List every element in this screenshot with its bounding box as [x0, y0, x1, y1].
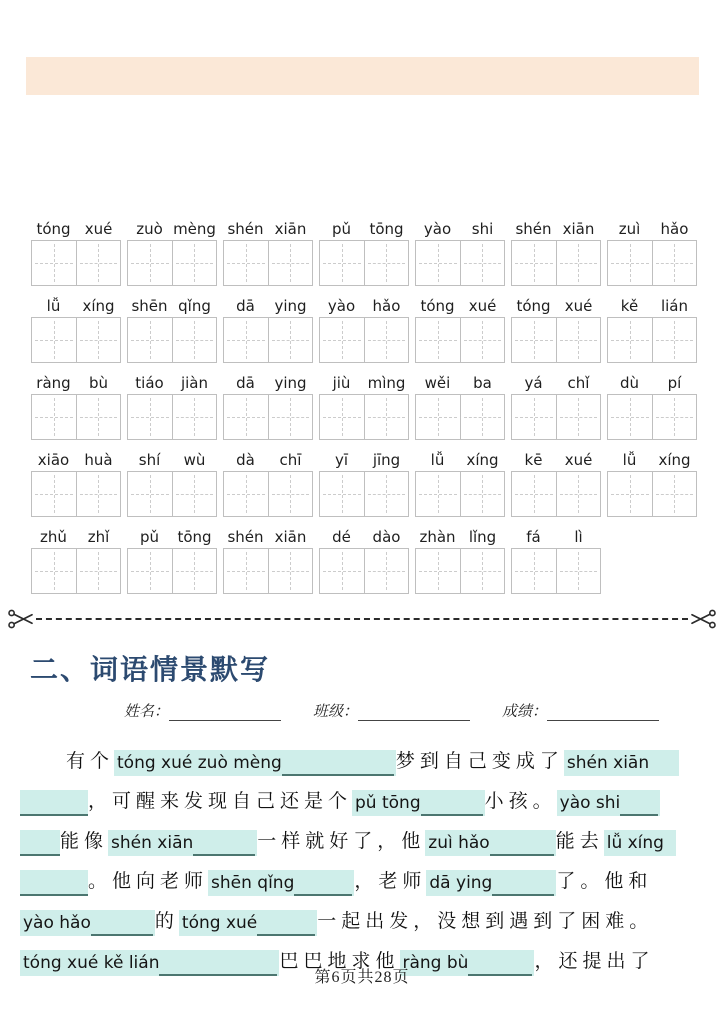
pinyin-syllable: dā	[236, 374, 255, 392]
writing-box-pair	[31, 394, 121, 440]
pinyin-syllable: tōng	[177, 528, 212, 546]
paragraph-line	[20, 736, 706, 776]
pinyin-word-label	[127, 528, 217, 546]
writing-box-pair	[319, 240, 409, 286]
writing-cell[interactable]	[268, 472, 313, 516]
writing-cell[interactable]	[512, 395, 556, 439]
writing-cell[interactable]	[416, 549, 460, 593]
pinyin-syllable: tóng	[420, 297, 455, 315]
chinese-text: 巴巴地求他	[279, 951, 400, 972]
writing-box-pair	[511, 471, 601, 517]
writing-box-row	[31, 240, 701, 286]
pinyin-syllable: fá	[526, 528, 541, 546]
chinese-text: ，老师	[354, 871, 427, 892]
writing-cell[interactable]	[128, 395, 172, 439]
writing-box-pair	[127, 394, 217, 440]
writing-cell[interactable]	[416, 472, 460, 516]
chinese-text: 的	[154, 911, 179, 932]
writing-cell[interactable]	[556, 549, 601, 593]
pinyin-highlight	[20, 910, 155, 936]
pinyin-word-label	[607, 297, 697, 315]
pinyin-syllable: hǎo	[372, 297, 401, 315]
pinyin-prompt: yào shi	[559, 793, 621, 813]
pinyin-word-label	[511, 451, 601, 469]
pinyin-syllable: dù	[619, 374, 640, 392]
highlight-pad	[649, 752, 677, 776]
pinyin-syllable: tiáo	[135, 374, 164, 392]
pinyin-highlight	[179, 910, 317, 936]
name-field	[124, 700, 281, 721]
pinyin-word-label	[415, 374, 505, 392]
writing-cell[interactable]	[268, 549, 313, 593]
pinyin-syllable: shí	[138, 451, 161, 469]
pinyin-syllable: jiù	[332, 374, 351, 392]
writing-cell[interactable]	[224, 549, 268, 593]
pinyin-prompt: ràng bù	[402, 953, 469, 973]
pinyin-highlight	[208, 870, 354, 896]
student-info-fields	[124, 700, 659, 721]
chinese-text: 有个	[66, 751, 115, 772]
pinyin-highlight	[352, 790, 485, 816]
pinyin-highlight	[114, 750, 396, 776]
grid-row	[31, 520, 701, 594]
writing-cell[interactable]	[364, 318, 409, 362]
pinyin-syllable: xué	[564, 451, 593, 469]
writing-box-pair	[319, 317, 409, 363]
pinyin-syllable: bù	[88, 374, 109, 392]
pinyin-word-label	[415, 528, 505, 546]
score-label: 成绩：	[502, 704, 548, 720]
pinyin-word-label	[319, 220, 409, 238]
writing-cell[interactable]	[128, 241, 172, 285]
answer-blank[interactable]	[282, 750, 394, 776]
pinyin-label-row	[31, 443, 701, 469]
pinyin-syllable: jīng	[372, 451, 401, 469]
pinyin-syllable: wěi	[424, 374, 451, 392]
pinyin-syllable: shén	[227, 528, 264, 546]
pinyin-syllable: zhǔ	[40, 528, 67, 546]
pinyin-word-label	[31, 374, 121, 392]
pinyin-syllable: zhǐ	[87, 528, 110, 546]
answer-blank[interactable]	[257, 910, 315, 936]
writing-cell[interactable]	[460, 318, 505, 362]
writing-cell[interactable]	[320, 395, 364, 439]
pinyin-syllable: yá	[524, 374, 543, 392]
class-field	[313, 700, 470, 721]
chinese-text: 一起出发，没想到遇到了困难。	[317, 911, 654, 932]
writing-cell[interactable]	[320, 549, 364, 593]
writing-box-pair	[127, 317, 217, 363]
pinyin-syllable: zhàn	[419, 528, 456, 546]
writing-cell[interactable]	[224, 318, 268, 362]
pinyin-syllable: ba	[473, 374, 492, 392]
pinyin-syllable: xué	[84, 220, 113, 238]
pinyin-syllable: lǚ	[430, 451, 445, 469]
answer-blank[interactable]	[490, 830, 554, 856]
writing-cell[interactable]	[460, 549, 505, 593]
pinyin-word-label	[511, 297, 601, 315]
pinyin-prompt: shēn qǐng	[211, 873, 295, 893]
writing-cell[interactable]	[512, 472, 556, 516]
pinyin-syllable: tóng	[36, 220, 71, 238]
pinyin-word-label	[31, 528, 121, 546]
cut-dashed-line	[36, 618, 688, 620]
writing-cell[interactable]	[32, 549, 76, 593]
writing-cell[interactable]	[652, 472, 697, 516]
pinyin-highlight	[604, 830, 676, 856]
pinyin-syllable: lì	[574, 528, 583, 546]
answer-blank[interactable]	[421, 790, 483, 816]
writing-box-pair	[607, 317, 697, 363]
writing-cell[interactable]	[652, 395, 697, 439]
writing-cell[interactable]	[32, 318, 76, 362]
pinyin-syllable: dā	[236, 297, 255, 315]
pinyin-syllable: dà	[236, 451, 255, 469]
pinyin-word-label	[415, 220, 505, 238]
pinyin-highlight	[426, 870, 556, 896]
pinyin-word-label	[607, 374, 697, 392]
pinyin-syllable: xué	[564, 297, 593, 315]
pinyin-syllable: ying	[274, 374, 307, 392]
pinyin-prompt: yào hǎo	[23, 913, 91, 933]
pinyin-word-label	[607, 451, 697, 469]
writing-cell[interactable]	[76, 241, 121, 285]
pinyin-syllable: yào	[423, 220, 452, 238]
pinyin-word-label	[127, 374, 217, 392]
pinyin-prompt: zuì hǎo	[428, 833, 490, 853]
pinyin-syllable: qǐng	[178, 297, 211, 315]
pinyin-word-label	[31, 220, 121, 238]
pinyin-syllable: xíng	[82, 297, 115, 315]
pinyin-prompt: dā ying	[429, 873, 493, 893]
answer-blank[interactable]	[193, 830, 255, 856]
pinyin-highlight	[425, 830, 555, 856]
pinyin-label-row	[31, 520, 701, 546]
pinyin-syllable: shén	[515, 220, 552, 238]
pinyin-syllable: yào	[327, 297, 356, 315]
pinyin-syllable: xiān	[562, 220, 595, 238]
writing-box-pair	[415, 394, 505, 440]
pinyin-word-label	[319, 374, 409, 392]
answer-blank[interactable]	[492, 870, 554, 896]
writing-cell[interactable]	[556, 318, 601, 362]
paragraph-line	[20, 896, 706, 936]
writing-box-row	[31, 317, 701, 363]
pinyin-syllable: xiān	[274, 528, 307, 546]
writing-cell[interactable]	[556, 395, 601, 439]
pinyin-word-label	[223, 374, 313, 392]
pinyin-word-label	[415, 451, 505, 469]
writing-cell[interactable]	[32, 472, 76, 516]
pinyin-prompt: tóng xué kě lián	[23, 953, 160, 973]
writing-box-pair	[607, 394, 697, 440]
chinese-text: 了。他和	[556, 871, 653, 892]
name-label: 姓名：	[124, 704, 170, 720]
writing-box-pair	[31, 317, 121, 363]
writing-cell[interactable]	[320, 241, 364, 285]
writing-box-pair	[127, 471, 217, 517]
writing-cell[interactable]	[460, 395, 505, 439]
pinyin-syllable: chī	[279, 451, 302, 469]
pinyin-label-row	[31, 366, 701, 392]
pinyin-word-label	[31, 451, 121, 469]
writing-cell[interactable]	[76, 395, 121, 439]
answer-blank-continuation[interactable]	[20, 870, 88, 896]
grid-row	[31, 366, 701, 440]
pinyin-label-row	[31, 212, 701, 238]
writing-cell[interactable]	[268, 241, 313, 285]
writing-box-pair	[31, 548, 121, 594]
writing-cell[interactable]	[608, 472, 652, 516]
pinyin-word-label	[127, 297, 217, 315]
pinyin-syllable: pǔ	[331, 220, 352, 238]
answer-blank-continuation[interactable]	[20, 830, 60, 856]
writing-cell[interactable]	[172, 395, 217, 439]
answer-blank[interactable]	[620, 790, 658, 816]
pinyin-prompt: shén xiān	[566, 753, 650, 773]
pinyin-word-label	[511, 528, 601, 546]
writing-box-row	[31, 471, 701, 517]
answer-blank-continuation[interactable]	[20, 790, 88, 816]
grid-row	[31, 289, 701, 363]
grid-row	[31, 212, 701, 286]
pinyin-word-label	[415, 297, 505, 315]
pinyin-syllable: lǚ	[622, 451, 637, 469]
grid-row	[31, 443, 701, 517]
writing-box-row	[31, 394, 701, 440]
chinese-text: 一样就好了，他	[257, 831, 426, 852]
pinyin-prompt: lǚ xíng	[606, 833, 664, 853]
writing-box-pair	[31, 471, 121, 517]
pinyin-syllable: ying	[274, 297, 307, 315]
pinyin-word-label	[223, 528, 313, 546]
paragraph-line	[20, 856, 706, 896]
writing-box-row	[31, 548, 701, 594]
writing-box-pair	[415, 317, 505, 363]
page-number: 第6页共28页	[314, 969, 410, 986]
pinyin-word-label	[607, 220, 697, 238]
writing-box-pair	[127, 548, 217, 594]
pinyin-word-label	[127, 220, 217, 238]
pinyin-prompt: shén xiān	[111, 833, 194, 853]
writing-cell[interactable]	[76, 318, 121, 362]
writing-cell[interactable]	[172, 241, 217, 285]
cut-line	[8, 606, 716, 632]
pinyin-syllable: shi	[471, 220, 494, 238]
pinyin-highlight	[557, 790, 661, 816]
pinyin-word-label	[223, 297, 313, 315]
pinyin-syllable: kē	[524, 451, 543, 469]
writing-box-pair	[607, 471, 697, 517]
pinyin-syllable: jiàn	[180, 374, 209, 392]
pinyin-word-label	[511, 374, 601, 392]
writing-cell[interactable]	[172, 549, 217, 593]
paragraph-line	[20, 816, 706, 856]
writing-box-pair	[511, 548, 601, 594]
writing-cell[interactable]	[172, 472, 217, 516]
writing-box-pair	[127, 240, 217, 286]
pinyin-prompt: tóng xué zuò mèng	[117, 753, 282, 773]
writing-box-pair	[223, 317, 313, 363]
writing-cell[interactable]	[76, 472, 121, 516]
writing-cell[interactable]	[652, 318, 697, 362]
writing-cell[interactable]	[320, 472, 364, 516]
pinyin-label-row	[31, 289, 701, 315]
writing-cell[interactable]	[460, 241, 505, 285]
pinyin-syllable: zuò	[136, 220, 163, 238]
writing-cell[interactable]	[128, 472, 172, 516]
writing-cell[interactable]	[364, 395, 409, 439]
writing-box-pair	[223, 240, 313, 286]
writing-box-pair	[511, 317, 601, 363]
writing-cell[interactable]	[128, 318, 172, 362]
writing-cell[interactable]	[512, 318, 556, 362]
writing-box-pair	[319, 548, 409, 594]
pinyin-syllable: lǚ	[46, 297, 61, 315]
chinese-text: 能像	[60, 831, 109, 852]
answer-blank[interactable]	[91, 910, 153, 936]
pinyin-syllable: pí	[667, 374, 682, 392]
writing-cell[interactable]	[460, 472, 505, 516]
name-blank[interactable]	[169, 706, 281, 721]
scissors-icon	[690, 609, 716, 629]
writing-cell[interactable]	[268, 318, 313, 362]
writing-cell[interactable]	[512, 241, 556, 285]
writing-cell[interactable]	[224, 472, 268, 516]
pinyin-syllable: dào	[372, 528, 401, 546]
pinyin-syllable: xíng	[658, 451, 691, 469]
pinyin-syllable: ràng	[36, 374, 71, 392]
answer-blank[interactable]	[294, 870, 352, 896]
writing-cell[interactable]	[32, 241, 76, 285]
writing-box-pair	[415, 548, 505, 594]
pinyin-syllable: lián	[660, 297, 689, 315]
writing-box-pair	[415, 240, 505, 286]
writing-cell[interactable]	[172, 318, 217, 362]
writing-cell[interactable]	[416, 318, 460, 362]
paragraph-line	[20, 776, 706, 816]
writing-cell[interactable]	[608, 318, 652, 362]
class-label: 班级：	[313, 704, 359, 720]
pinyin-writing-grid	[31, 212, 701, 597]
writing-box-pair	[223, 548, 313, 594]
pinyin-syllable: mìng	[367, 374, 406, 392]
pinyin-word-label	[511, 220, 601, 238]
writing-cell[interactable]	[224, 241, 268, 285]
writing-cell[interactable]	[320, 318, 364, 362]
pinyin-syllable: tōng	[369, 220, 404, 238]
pinyin-syllable: xiān	[274, 220, 307, 238]
pinyin-word-label	[223, 451, 313, 469]
writing-cell[interactable]	[556, 241, 601, 285]
highlight-pad	[664, 832, 674, 856]
pinyin-highlight	[108, 830, 257, 856]
pinyin-syllable: yī	[334, 451, 349, 469]
pinyin-syllable: mèng	[173, 220, 216, 238]
section-title: 二、词语情景默写	[30, 655, 271, 686]
writing-box-pair	[607, 240, 697, 286]
writing-cell[interactable]	[556, 472, 601, 516]
pinyin-syllable: chǐ	[567, 374, 590, 392]
writing-cell[interactable]	[364, 549, 409, 593]
writing-cell[interactable]	[364, 472, 409, 516]
pinyin-word-label	[319, 528, 409, 546]
pinyin-syllable: dé	[332, 528, 351, 546]
writing-box-pair	[31, 240, 121, 286]
pinyin-word-label	[127, 451, 217, 469]
chinese-text: ，可醒来发现自己还是个	[88, 791, 353, 812]
writing-cell[interactable]	[32, 395, 76, 439]
writing-cell[interactable]	[608, 241, 652, 285]
class-blank[interactable]	[358, 706, 470, 721]
chinese-text: 小孩。	[484, 791, 557, 812]
pinyin-word-label	[319, 297, 409, 315]
writing-cell[interactable]	[268, 395, 313, 439]
pinyin-syllable: huà	[84, 451, 113, 469]
pinyin-syllable: zuì	[618, 220, 641, 238]
writing-cell[interactable]	[416, 241, 460, 285]
writing-cell[interactable]	[652, 241, 697, 285]
pinyin-syllable: kě	[620, 297, 639, 315]
dictation-paragraph	[20, 736, 706, 976]
writing-box-pair	[223, 394, 313, 440]
pinyin-syllable: wù	[183, 451, 206, 469]
writing-box-pair	[511, 394, 601, 440]
writing-cell[interactable]	[416, 395, 460, 439]
score-field	[502, 700, 659, 721]
chinese-text: ，还提出了	[534, 951, 655, 972]
writing-cell[interactable]	[608, 395, 652, 439]
writing-cell[interactable]	[76, 549, 121, 593]
chinese-text: 。他向老师	[88, 871, 209, 892]
writing-cell[interactable]	[512, 549, 556, 593]
scissors-icon	[8, 609, 34, 629]
score-blank[interactable]	[547, 706, 659, 721]
pinyin-prompt: tóng xué	[181, 913, 258, 933]
pinyin-syllable: hǎo	[660, 220, 689, 238]
writing-cell[interactable]	[364, 241, 409, 285]
pinyin-prompt: pǔ tōng	[355, 793, 421, 813]
pinyin-syllable: tóng	[516, 297, 551, 315]
writing-box-pair	[319, 471, 409, 517]
writing-cell[interactable]	[224, 395, 268, 439]
writing-box-pair	[319, 394, 409, 440]
pinyin-word-label	[223, 220, 313, 238]
pinyin-syllable: xíng	[466, 451, 499, 469]
writing-box-pair	[415, 471, 505, 517]
pinyin-syllable: pǔ	[139, 528, 160, 546]
pinyin-word-label	[31, 297, 121, 315]
writing-box-pair	[511, 240, 601, 286]
pinyin-syllable: xué	[468, 297, 497, 315]
pinyin-syllable: lǐng	[468, 528, 497, 546]
chinese-text: 能去	[555, 831, 604, 852]
pinyin-word-label	[319, 451, 409, 469]
chinese-text: 梦到自己变成了	[395, 751, 564, 772]
pinyin-syllable: xiāo	[37, 451, 70, 469]
pinyin-highlight	[564, 750, 679, 776]
writing-cell[interactable]	[128, 549, 172, 593]
pinyin-syllable: shén	[227, 220, 264, 238]
pinyin-syllable: shēn	[131, 297, 168, 315]
header-band	[26, 57, 699, 95]
writing-box-pair	[223, 471, 313, 517]
